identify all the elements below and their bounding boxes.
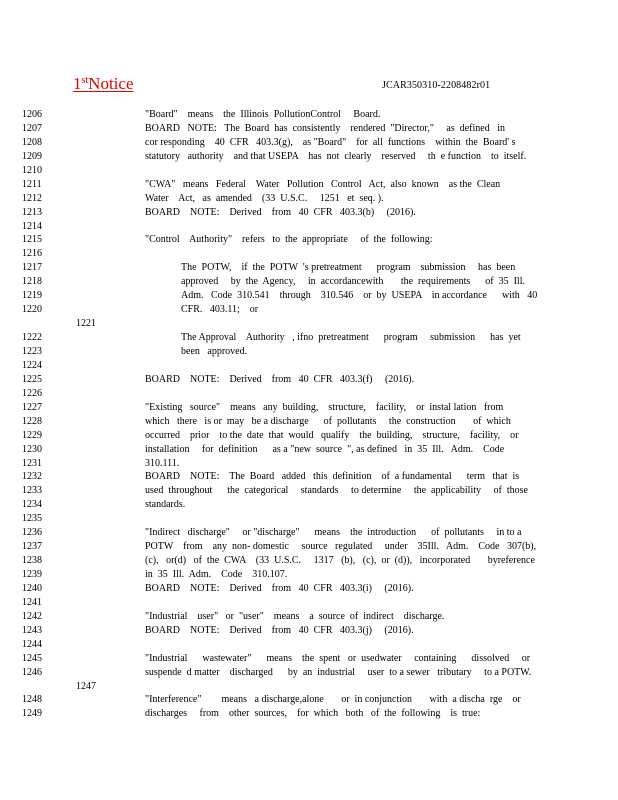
line-number: 1246	[22, 666, 42, 678]
line-text: "Board" means the Illinois PollutionControl Board.	[145, 109, 381, 120]
line-number: 1222	[22, 332, 42, 344]
notice-header	[73, 74, 134, 94]
line-text: BOARD NOTE: Derived from 40 CFR 403.3(b) (2016).	[145, 206, 416, 218]
line-number: 1214	[22, 220, 42, 232]
line-number: 1215	[22, 234, 42, 246]
line-number: 1216	[22, 248, 42, 260]
line-text: The POTW, if the POTW 's pretreatment program submission has been	[181, 262, 516, 274]
line-text: The Approval Authority , ifno pretreatment program submission has yet	[181, 332, 521, 344]
line-number: 1231	[22, 457, 42, 469]
line-number: 1244	[22, 638, 42, 650]
line-text: BOARD NOTE: The Board added this definition of a fundamental term that is	[145, 471, 520, 483]
line-number: 1221	[76, 318, 96, 330]
notice-suffix: st	[81, 75, 89, 86]
line-number: 1243	[22, 624, 42, 636]
line-text: CFR. 403.11; or	[181, 304, 259, 316]
line-number: 1208	[22, 136, 42, 148]
line-number: 1229	[22, 429, 42, 441]
line-number: 1249	[22, 708, 42, 720]
line-text: cor responding 40 CFR 403.3(g), as "Board" for all functions within the Board' s	[145, 136, 516, 148]
line-number: 1209	[22, 150, 42, 162]
line-text: suspende d matter discharged by an industrial user to a sewer tributary to a POTW.	[145, 666, 532, 678]
line-number: 1210	[22, 164, 42, 176]
line-number: 1211	[22, 178, 42, 190]
line-number: 1218	[22, 276, 42, 288]
line-text: in 35 Ill. Adm. Code 310.107.	[145, 569, 288, 581]
line-number: 1240	[22, 582, 42, 594]
line-text: BOARD NOTE: Derived from 40 CFR 403.3(j) (2016).	[145, 624, 414, 636]
line-text: "CWA" means Federal Water Pollution Control Act, also known as the Clean	[145, 178, 501, 190]
line-text: BOARD NOTE: Derived from 40 CFR 403.3(i) (2016).	[145, 582, 414, 594]
line-number: 1220	[22, 304, 42, 316]
line-number: 1247	[76, 680, 96, 692]
line-text: "Interference" means a discharge,alone or in conjunction with a discha rge or	[145, 694, 521, 706]
line-text: used throughout the categorical standards to determine the applicability of those	[145, 485, 528, 497]
line-text: BOARD NOTE: The Board has consistently rendered "Director," as defined in	[145, 122, 505, 134]
line-number: 1239	[22, 569, 42, 581]
line-text: standards.	[145, 499, 186, 511]
line-number: 1228	[22, 415, 42, 427]
notice-word: Notice	[88, 74, 134, 93]
line-number: 1245	[22, 652, 42, 664]
line-number: 1248	[22, 694, 42, 706]
line-text: "Industrial user" or "user" means a source of indirect discharge.	[145, 610, 445, 622]
line-number: 1213	[22, 206, 42, 218]
line-number: 1207	[22, 122, 42, 134]
line-number: 1224	[22, 359, 42, 371]
line-number: 1227	[22, 401, 42, 413]
line-number: 1226	[22, 387, 42, 399]
line-number: 1238	[22, 555, 42, 567]
line-text: "Industrial wastewater" means the spent or usedwater containing dissolved or	[145, 652, 531, 664]
line-number: 1206	[22, 109, 42, 120]
line-number: 1219	[22, 290, 42, 302]
line-number: 1232	[22, 471, 42, 483]
line-text: discharges from other sources, for which both of the following is true:	[145, 708, 481, 720]
notice-number: 1	[73, 74, 82, 93]
line-number: 1237	[22, 541, 42, 553]
line-text: occurred prior to the date that would qualify the building, structure, facility, or	[145, 429, 519, 441]
line-number: 1223	[22, 345, 42, 357]
line-number: 1225	[22, 373, 42, 385]
line-number: 1242	[22, 610, 42, 622]
line-text: 310.111.	[145, 457, 180, 469]
line-number: 1241	[22, 596, 42, 608]
line-number: 1212	[22, 192, 42, 204]
line-number: 1217	[22, 262, 42, 274]
line-text: "Existing source" means any building, structure, facility, or instal lation from	[145, 401, 504, 413]
line-text: been approved.	[181, 345, 248, 357]
line-text: "Control Authority" refers to the appropriate of the following:	[145, 234, 433, 246]
line-text: "Indirect discharge" or "discharge" means the introduction of pollutants in to a	[145, 527, 522, 539]
line-number: 1233	[22, 485, 42, 497]
line-text: installation for definition as a "new source ", as defined in 35 Ill. Adm. Code	[145, 443, 505, 455]
line-text: Water Act, as amended (33 U.S.C. 1251 et seq. ).	[145, 192, 384, 204]
line-number: 1234	[22, 499, 42, 511]
line-text: (c), or(d) of the CWA (33 U.S.C. 1317 (b), (c), or (d)), incorporated byreference	[145, 555, 535, 567]
line-number: 1230	[22, 443, 42, 455]
line-text: statutory authority and that USEPA has not clearly reserved th e function to itself.	[145, 150, 527, 162]
line-text: Adm. Code 310.541 through 310.546 or by USEPA in accordance with 40	[181, 290, 538, 302]
line-text: approved by the Agency, in accordancewith the requirements of 35 Ill.	[181, 276, 525, 288]
jcar-document-id: JCAR350310-2208482r01	[382, 80, 491, 91]
line-text: POTW from any non- domestic source regulated under 35Ill. Adm. Code 307(b),	[145, 541, 537, 553]
line-text: which there is or may be a discharge of pollutants the construction of which	[145, 415, 511, 427]
line-number: 1236	[22, 527, 42, 539]
line-text: BOARD NOTE: Derived from 40 CFR 403.3(f) (2016).	[145, 373, 415, 385]
line-number: 1235	[22, 513, 42, 525]
